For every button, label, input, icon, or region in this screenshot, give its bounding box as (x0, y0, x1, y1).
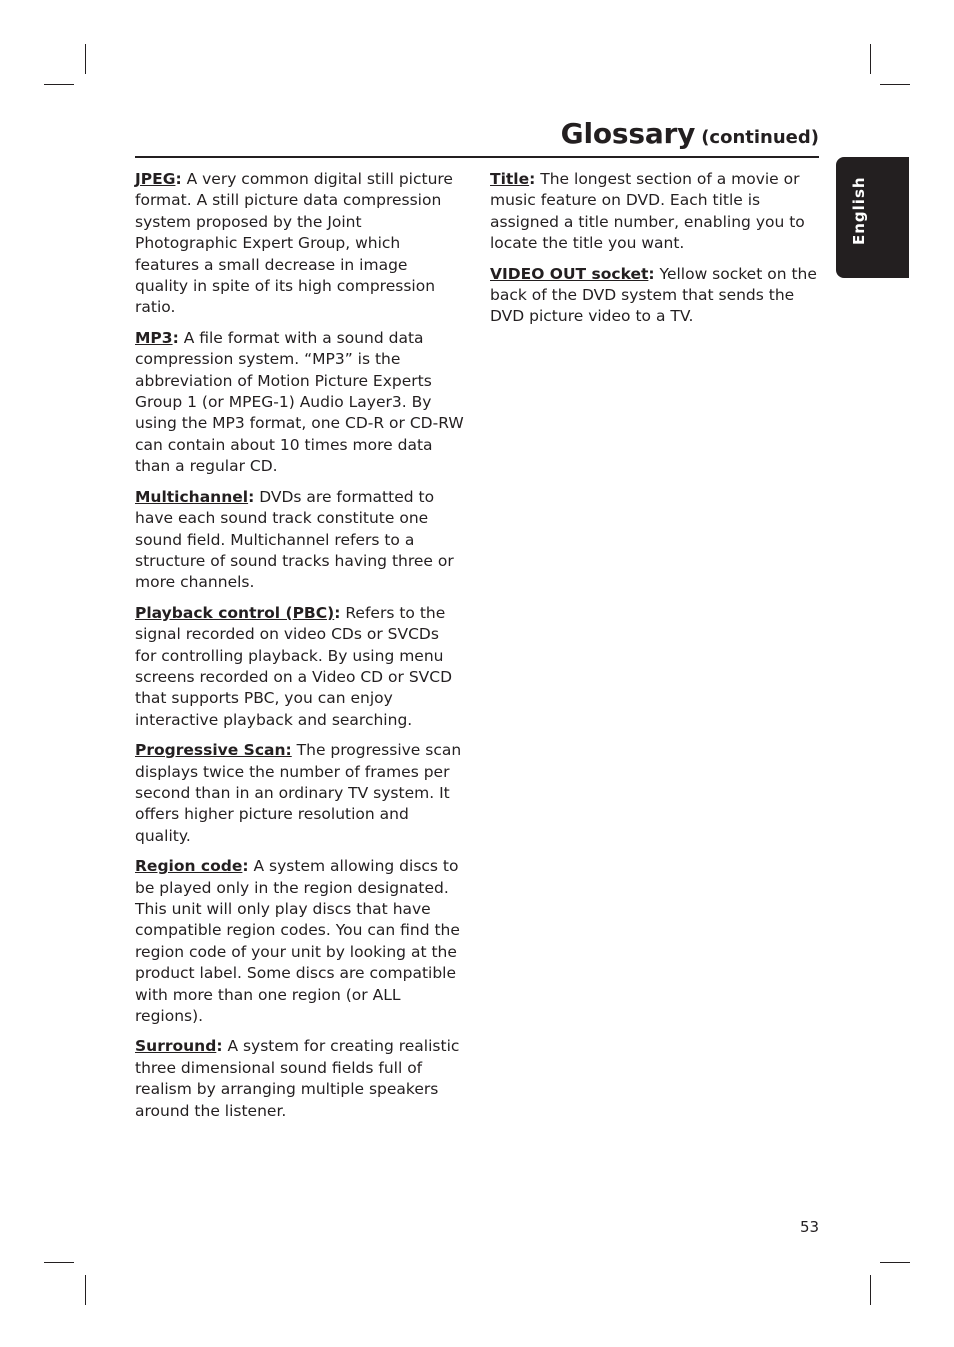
crop-mark (880, 84, 910, 85)
glossary-definition: A very common digital still picture format. A still picture data compression system proposed by the Joint Photographic Expert Group, which features a small decrease in image quality in spite of its high compression ratio. (135, 170, 453, 317)
glossary-entry-pbc: Playback control (PBC): Refers to the signal recorded on video CDs or SVCDs for controlling playback. By using menu screens recorded on a Video CD or SVCD that supports PBC, you can enjoy interactive playback and searching. (135, 603, 453, 729)
glossary-term: MP3 (135, 328, 173, 347)
language-tab-label: English (850, 176, 868, 245)
glossary-entry-progressive-scan (135, 740, 465, 847)
glossary-term: Region code (135, 857, 243, 876)
glossary-entry-surround: Surround: A system for creating realistic three dimensional sound fields full of realism by arranging multiple speakers around the listener. (135, 1037, 460, 1120)
glossary-definition: The progressive scan displays twice the number of frames per second than in an ordinary TV system. It offers higher picture resolution and quality. (135, 741, 462, 845)
glossary-term: Progressive Scan: (135, 741, 292, 760)
glossary-entry-title: Title: The longest section of a movie or music feature on DVD. Each title is assigned a title number, enabling you to locate the title you want. (490, 170, 805, 253)
right-column (490, 169, 818, 337)
glossary-definition: DVDs are formatted to have each sound track constitute one sound field. Multichannel refers to a structure of sound tracks having three or more channels. (135, 487, 454, 592)
glossary-entry-video-out-socket: VIDEO OUT socket: Yellow socket on the back of the DVD system that sends the DVD picture video to a TV. (490, 264, 817, 326)
crop-mark (880, 1262, 910, 1263)
glossary-entry-region-code: Region code: A system allowing discs to be played only in the region designated. This unit will only play discs that have compatible region codes. You can find the region code of your unit by looking at the product label. Some discs are compatible with more than one region (or ALL regions). (135, 857, 460, 1026)
glossary-term: Surround (135, 1037, 217, 1056)
glossary-term: JPEG (135, 170, 176, 188)
glossary-term: Multichannel (135, 487, 249, 506)
left-column (135, 169, 465, 1131)
crop-mark (85, 44, 86, 74)
crop-mark (85, 1275, 86, 1305)
crop-mark (44, 84, 74, 85)
page-title: Glossary (560, 117, 696, 150)
glossary-term: Title (490, 170, 530, 188)
glossary-definition: A file format with a sound data compression system. “MP3” is the abbreviation of Motion Picture Experts Group 1 (or MPEG-1) Audio Layer3. By using the MP3 format, one CD-R or CD-RW can contain about 10 times more data than a regular CD. (135, 328, 464, 476)
glossary-entry-jpeg: JPEG: A very common digital still picture format. A still picture data compression system proposed by the Joint Photographic Expert Group, which features a small decrease in image quality in spite of its high compression ratio. (135, 170, 453, 317)
glossary-entry-mp3: MP3: A file format with a sound data compression system. “MP3” is the abbreviation of Motion Picture Experts Group 1 (or MPEG-1) Audio Layer3. By using the MP3 format, one CD-R or CD-RW can contain about 10 times more data than a regular CD. (135, 328, 464, 476)
glossary-definition: A system for creating realistic three dimensional sound fields full of realism by arranging multiple speakers around the listener. (135, 1037, 460, 1120)
crop-mark (44, 1262, 74, 1263)
glossary-entry-multichannel: Multichannel: DVDs are formatted to have each sound track constitute one sound field. Multichannel refers to a structure of sound tracks having three or more channels. (135, 487, 454, 592)
language-tab (836, 157, 909, 278)
page-subtitle: (continued) (701, 127, 819, 148)
crop-mark (870, 44, 871, 74)
page-number: 53 (800, 1218, 820, 1236)
glossary-definition: Refers to the signal recorded on video CDs or SVCDs for controlling playback. By using menu screens recorded on a Video CD or SVCD that supports PBC, you can enjoy interactive playback and searching. (135, 603, 453, 729)
header-title (561, 117, 819, 150)
glossary-definition: Yellow socket on the back of the DVD system that sends the DVD picture video to a TV. (490, 264, 817, 326)
glossary-term: VIDEO OUT socket (490, 264, 649, 283)
glossary-term: Playback control (PBC) (135, 603, 335, 622)
page-header (135, 112, 819, 156)
header-rule (135, 156, 819, 158)
crop-mark (870, 1275, 871, 1305)
glossary-definition: A system allowing discs to be played only in the region designated. This unit will only play discs that have compatible region codes. You can find the region code of your unit by looking at the product label. Some discs are compatible with more than one region (or ALL regions). (135, 857, 460, 1026)
glossary-definition: The longest section of a movie or music feature on DVD. Each title is assigned a title number, enabling you to locate the title you want. (490, 170, 805, 253)
